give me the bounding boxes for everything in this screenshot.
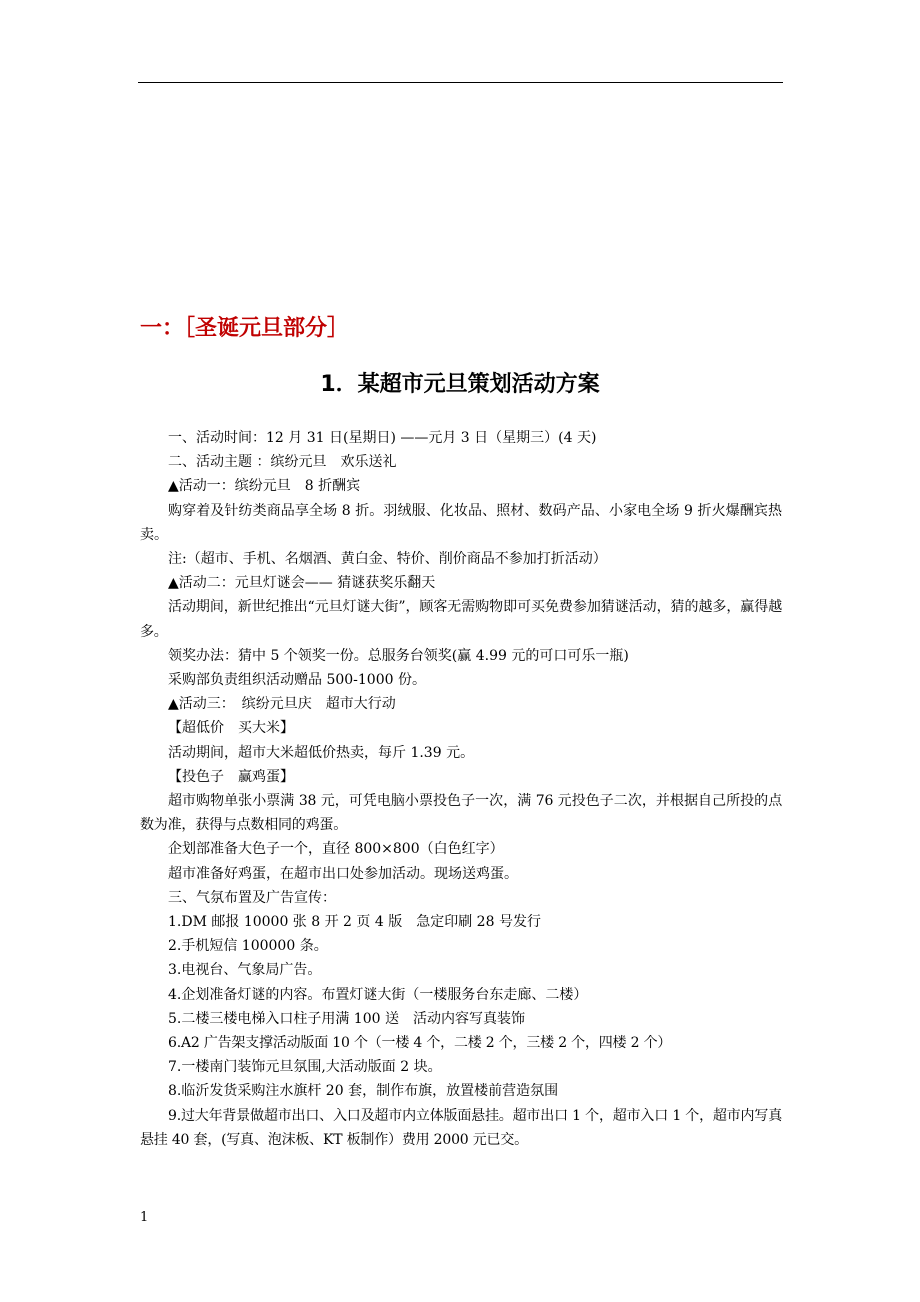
paragraph-subheading: 【投色子 赢鸡蛋】 xyxy=(168,768,294,785)
paragraph-activity-three: ▲活动三： 缤纷元旦庆 超市大行动 xyxy=(168,696,396,713)
paragraph: 购穿着及针纺类商品享全场 8 折。羽绒服、化妆品、照材、数码产品、小家电全场 9 折火爆酬宾热卖。 xyxy=(140,502,782,543)
paragraph: 活动期间，超市大米超低价热卖，每斤 1.39 元。 xyxy=(168,744,475,761)
document-body xyxy=(140,426,782,1152)
page-number: 1 xyxy=(140,1210,149,1225)
paragraph: 采购部负责组织活动赠品 500-1000 份。 xyxy=(168,672,426,689)
document-title: 1．某超市元旦策划活动方案 xyxy=(320,372,600,397)
paragraph-section-three: 三、气氛布置及广告宣传： xyxy=(168,889,336,906)
list-item: 3.电视台、气象局广告。 xyxy=(168,962,322,979)
paragraph: 活动期间，新世纪推出“元旦灯谜大街”，顾客无需购物即可买免费参加猜谜活动，猜的越多，赢得越多。 xyxy=(140,599,782,640)
section-heading: 一：［圣诞元旦部分］ xyxy=(140,316,350,341)
paragraph: 超市购物单张小票满 38 元，可凭电脑小票投色子一次，满 76 元投色子二次，并根据自己所投的点数为准，获得与点数相同的鸡蛋。 xyxy=(140,793,782,834)
list-item: 6.A2 广告架支撑活动版面 10 个（一楼 4 个，二楼 2 个，三楼 2 个，四楼 2 个） xyxy=(168,1035,672,1052)
list-item: 8.临沂发货采购注水旗杆 20 套，制作布旗，放置楼前营造氛围 xyxy=(168,1083,559,1100)
paragraph: 企划部准备大色子一个，直径 800×800（白色红字） xyxy=(168,841,504,858)
paragraph-activity-one: ▲活动一：缤纷元旦 8 折酬宾 xyxy=(168,478,361,495)
paragraph-subheading: 【超低价 买大米】 xyxy=(168,720,294,737)
paragraph-activity-two: ▲活动二：元旦灯谜会—— 猜谜获奖乐翻天 xyxy=(168,575,436,592)
paragraph-note: 注:（超市、手机、名烟酒、黄白金、特价、削价商品不参加打折活动） xyxy=(168,551,607,568)
list-item: 9.过大年背景做超市出口、入口及超市内立体版面悬挂。超市出口 1 个，超市入口 1 个，超市内写真悬挂 40 套，(写真、泡沫板、KT 板制作）费用 2000 元已交。 xyxy=(140,1107,782,1148)
list-item: 7.一楼南门装饰元旦氛围,大活动版面 2 块。 xyxy=(168,1059,442,1076)
paragraph-activity-time: 一、活动时间：12 月 31 日(星期日) ——元月 3 日（星期三）(4 天) xyxy=(168,430,597,446)
paragraph: 领奖办法：猜中 5 个领奖一份。总服务台领奖(赢 4.99 元的可口可乐一瓶) xyxy=(168,647,629,664)
list-item: 4.企划准备灯谜的内容。布置灯谜大街（一楼服务台东走廊、二楼） xyxy=(168,986,588,1003)
list-item: 2.手机短信 100000 条。 xyxy=(168,938,328,955)
paragraph-activity-theme: 二、活动主题 ：缤纷元旦 欢乐送礼 xyxy=(168,454,397,471)
list-item: 5.二楼三楼电梯入口柱子用满 100 送 活动内容写真装饰 xyxy=(168,1010,525,1027)
list-item: 1.DM 邮报 10000 张 8 开 2 页 4 版 急定印刷 28 号发行 xyxy=(168,914,541,931)
paragraph: 超市准备好鸡蛋，在超市出口处参加活动。现场送鸡蛋。 xyxy=(168,865,518,882)
header-rule xyxy=(138,82,783,83)
